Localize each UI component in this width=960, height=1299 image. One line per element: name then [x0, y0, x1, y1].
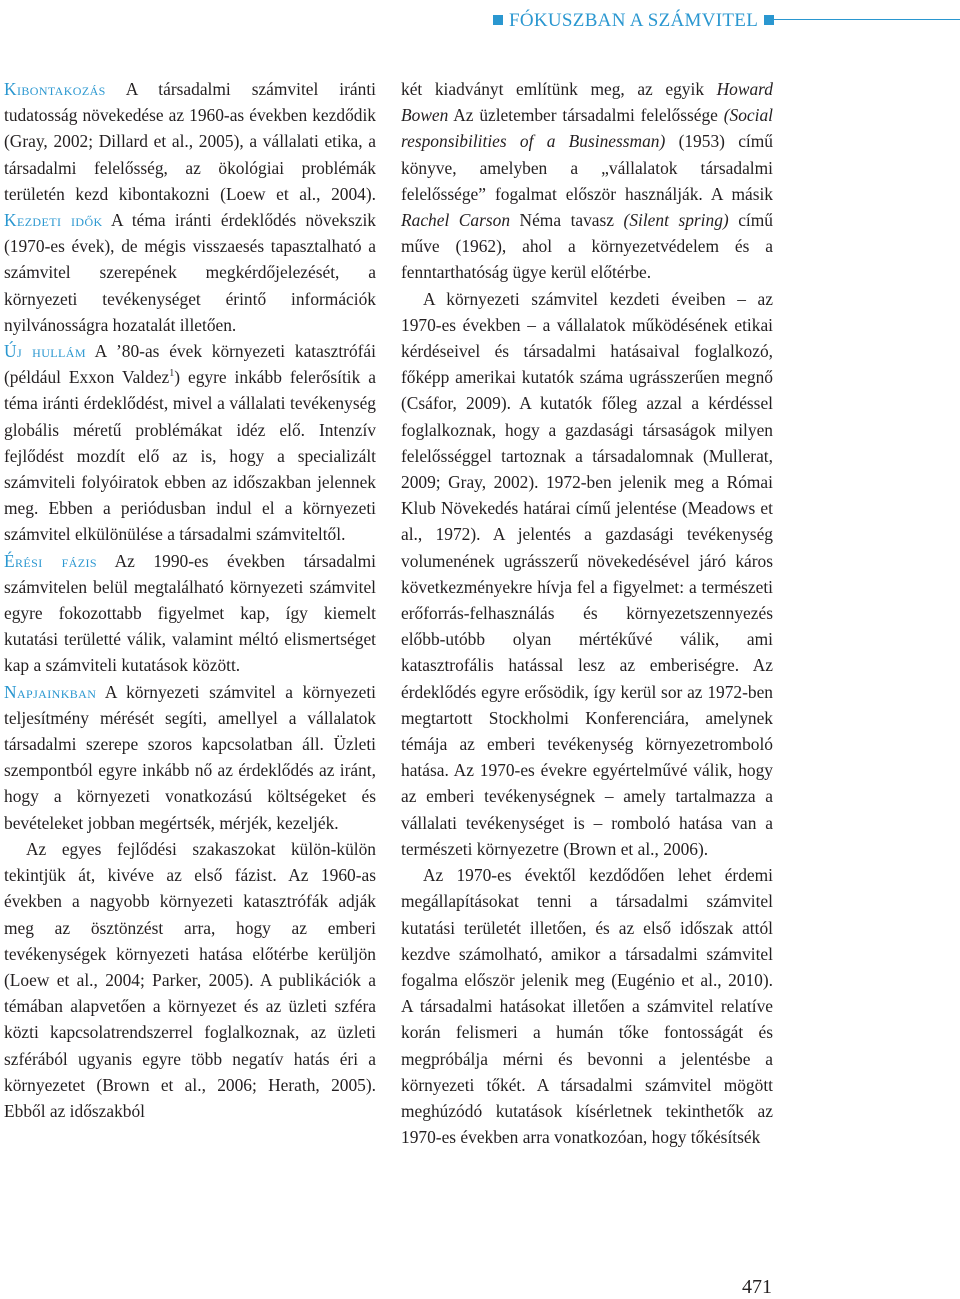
- square-bullet-icon: [764, 15, 774, 25]
- keyword-napjainkban: Napjainkban: [4, 681, 97, 702]
- section-title-text: FÓKUSZBAN A SZÁMVITEL: [509, 10, 759, 31]
- paragraph-1970-es-evektol: Az 1970-es évektől kezdődően lehet érdemi megállapításokat tenni a társadalmi számvitel kutatási területét illetően, és az első időszak attól kezdve számolható, amikor a társadalmi számvitel fogalma először jelenik meg (Eugénio et al., 2010). A társadalmi hatásokat illetően a számvitel relatíve korán felismeri a humán tőke fontosságát és megpróbálja mérni és bevonni a jelentésbe a környezeti tőkét. A társadalmi számvitel mögött meghúzódó kutatások kísérletnek tekinthetők az 1970-es években arra vonatkozóan, hogy tőkésítsék: [401, 865, 773, 1148]
- paragraph-fejlodesi-szakaszok: Az egyes fejlődési szakaszokat külön-külön tekintjük át, kivéve az első fázist. Az 1960-as években a nagyobb környezeti katasztrófák adják meg az ösztönzést arra, hogy az emberi tevékenységek környezeti hatása előtérbe kerüljön (Loew et al., 2004; Parker, 2005). A publikációk a témában alapvetően a környezet és az üzleti szféra közti kapcsolatrendszerrel foglalkoznak, az üzleti szférából ugyanis egyre több negatív hatás éri a környezetet (Brown et al., 2006; Herath, 2005). Ebből az időszakból: [4, 838, 376, 1121]
- paragraph-napjainkban: Napjainkban A környezeti számvitel a környezeti teljesítmény mérését segíti, amellyel a vállalatok társadalmi szerepe szoros kapcsolatban áll. Üzleti szempontból egyre inkább nő az érdeklődés az iránt, hogy a környezeti vonatkozású költségeket és bevételeket jobban megértsék, mérjék, kezeljék.: [4, 681, 376, 833]
- section-title: [493, 10, 774, 32]
- paragraph-kibontakozas: Kibontakozás A társadalmi számvitel iránti tudatosság növekedése az 1960-as években kezdődik (Gray, 2002; Dillard et al., 2005), a vállalati etika, a társadalmi felelősség, az ökológiai problémák területén kezd kibontakozni (Loew et al., 2004). Kezdeti idők A téma iránti érdeklődés növekszik (1970-es évek), de mégis visszaesés tapasztalható a számvitel szerepének megkérdőjelezését, a környezeti tevékenységet érintő információk nyilvánosságra hozatalát illetően.: [4, 79, 377, 335]
- running-header: [0, 6, 960, 30]
- left-column: [4, 76, 376, 1124]
- keyword-eresi-fazis: Érési fázis: [4, 550, 97, 571]
- paragraph-kiadvanyok: két kiadványt említünk meg, az egyik Howard Bowen Az üzletember társadalmi felelőssége (Social responsibilities of a Businessman) (1953) című könyve, amelyben a „vállalatok társadalmi felelőssége” fogalmat először használják. A másik Rachel Carson Néma tavasz (Silent spring) című műve (1962), ahol a környezetvédelem és a fenntarthatóság ügye kerül előtérbe.: [401, 79, 773, 283]
- header-rule: [772, 19, 960, 20]
- keyword-uj-hullam: Új hullám: [4, 341, 86, 362]
- keyword-kibontakozas: Kibontakozás: [4, 79, 106, 99]
- right-column: [401, 76, 773, 1150]
- paragraph-kezdeti-evek: A környezeti számvitel kezdeti éveiben – az 1970-es években – a vállalatok működésének etikai kérdéseivel és társadalmi hatásaival foglalkozó, főképp amerikai kutatók száma ugrásszerűen megnő (Csáfor, 2009). A kutatók főleg azzal a kérdéssel foglalkoznak, hogy a gazdasági társaságok milyen felelősséggel tartoznak a társadalomnak (Mullerat, 2009; Gray, 2002). 1972-ben jelenik meg a Római Klub Növekedés határai című jelentése (Meadows et al., 1972). A jelentés a gazdasági tevékenység volumenének ugrásszerű növekedésével járó káros következményekre hívja fel a figyelmet: a természeti erőforrás-felhasználás és környezetszennyezés előbb-utóbb olyan mértékűvé válik, ami katasztrofális hatással lesz az emberiségre. Az érdeklődés egyre erősödik, így kerül sor az 1972-ben megtartott Stockholmi Konferenciára, amelynek témája az emberi tevékenység környezetromboló hatása. Az 1970-es évekre egyértelművé válik, hogy az emberi tevékenységnek – amely tartalmazza a vállalati tevékenységet is – romboló hatása van a természeti környezetre (Brown et al., 2006).: [401, 288, 773, 859]
- paragraph-uj-hullam: Új hullám A ’80-as évek környezeti katasztrófái (például Exxon Valdez$^1$) egyre inkább felerősítik a téma iránti érdeklődést, mivel a vállalati tevékenység globális méretű problémákat idéz elő. Intenzív fejlődést mozdít elő az is, hogy a specializált számviteli folyóiratok ebben az időszakban jelennek meg. Ebben a periódusban indul el a környezeti számvitel elkülönülése a társadalmi számviteltől.: [4, 341, 376, 545]
- square-bullet-icon: [493, 15, 503, 25]
- footnote-ref[interactable]: 1: [169, 368, 175, 380]
- page-number: 471: [742, 1276, 772, 1298]
- keyword-kezdeti-idok: Kezdeti idők: [4, 210, 103, 231]
- paragraph-eresi-fazis: Érési fázis Az 1990-es években társadalmi számvitelen belül megtalálható környezeti számvitel egyre fokozottabb figyelmet kap, így kiemelt kutatási területté válik, valamint méltó elismertséget kap a számviteli kutatások között.: [4, 550, 377, 676]
